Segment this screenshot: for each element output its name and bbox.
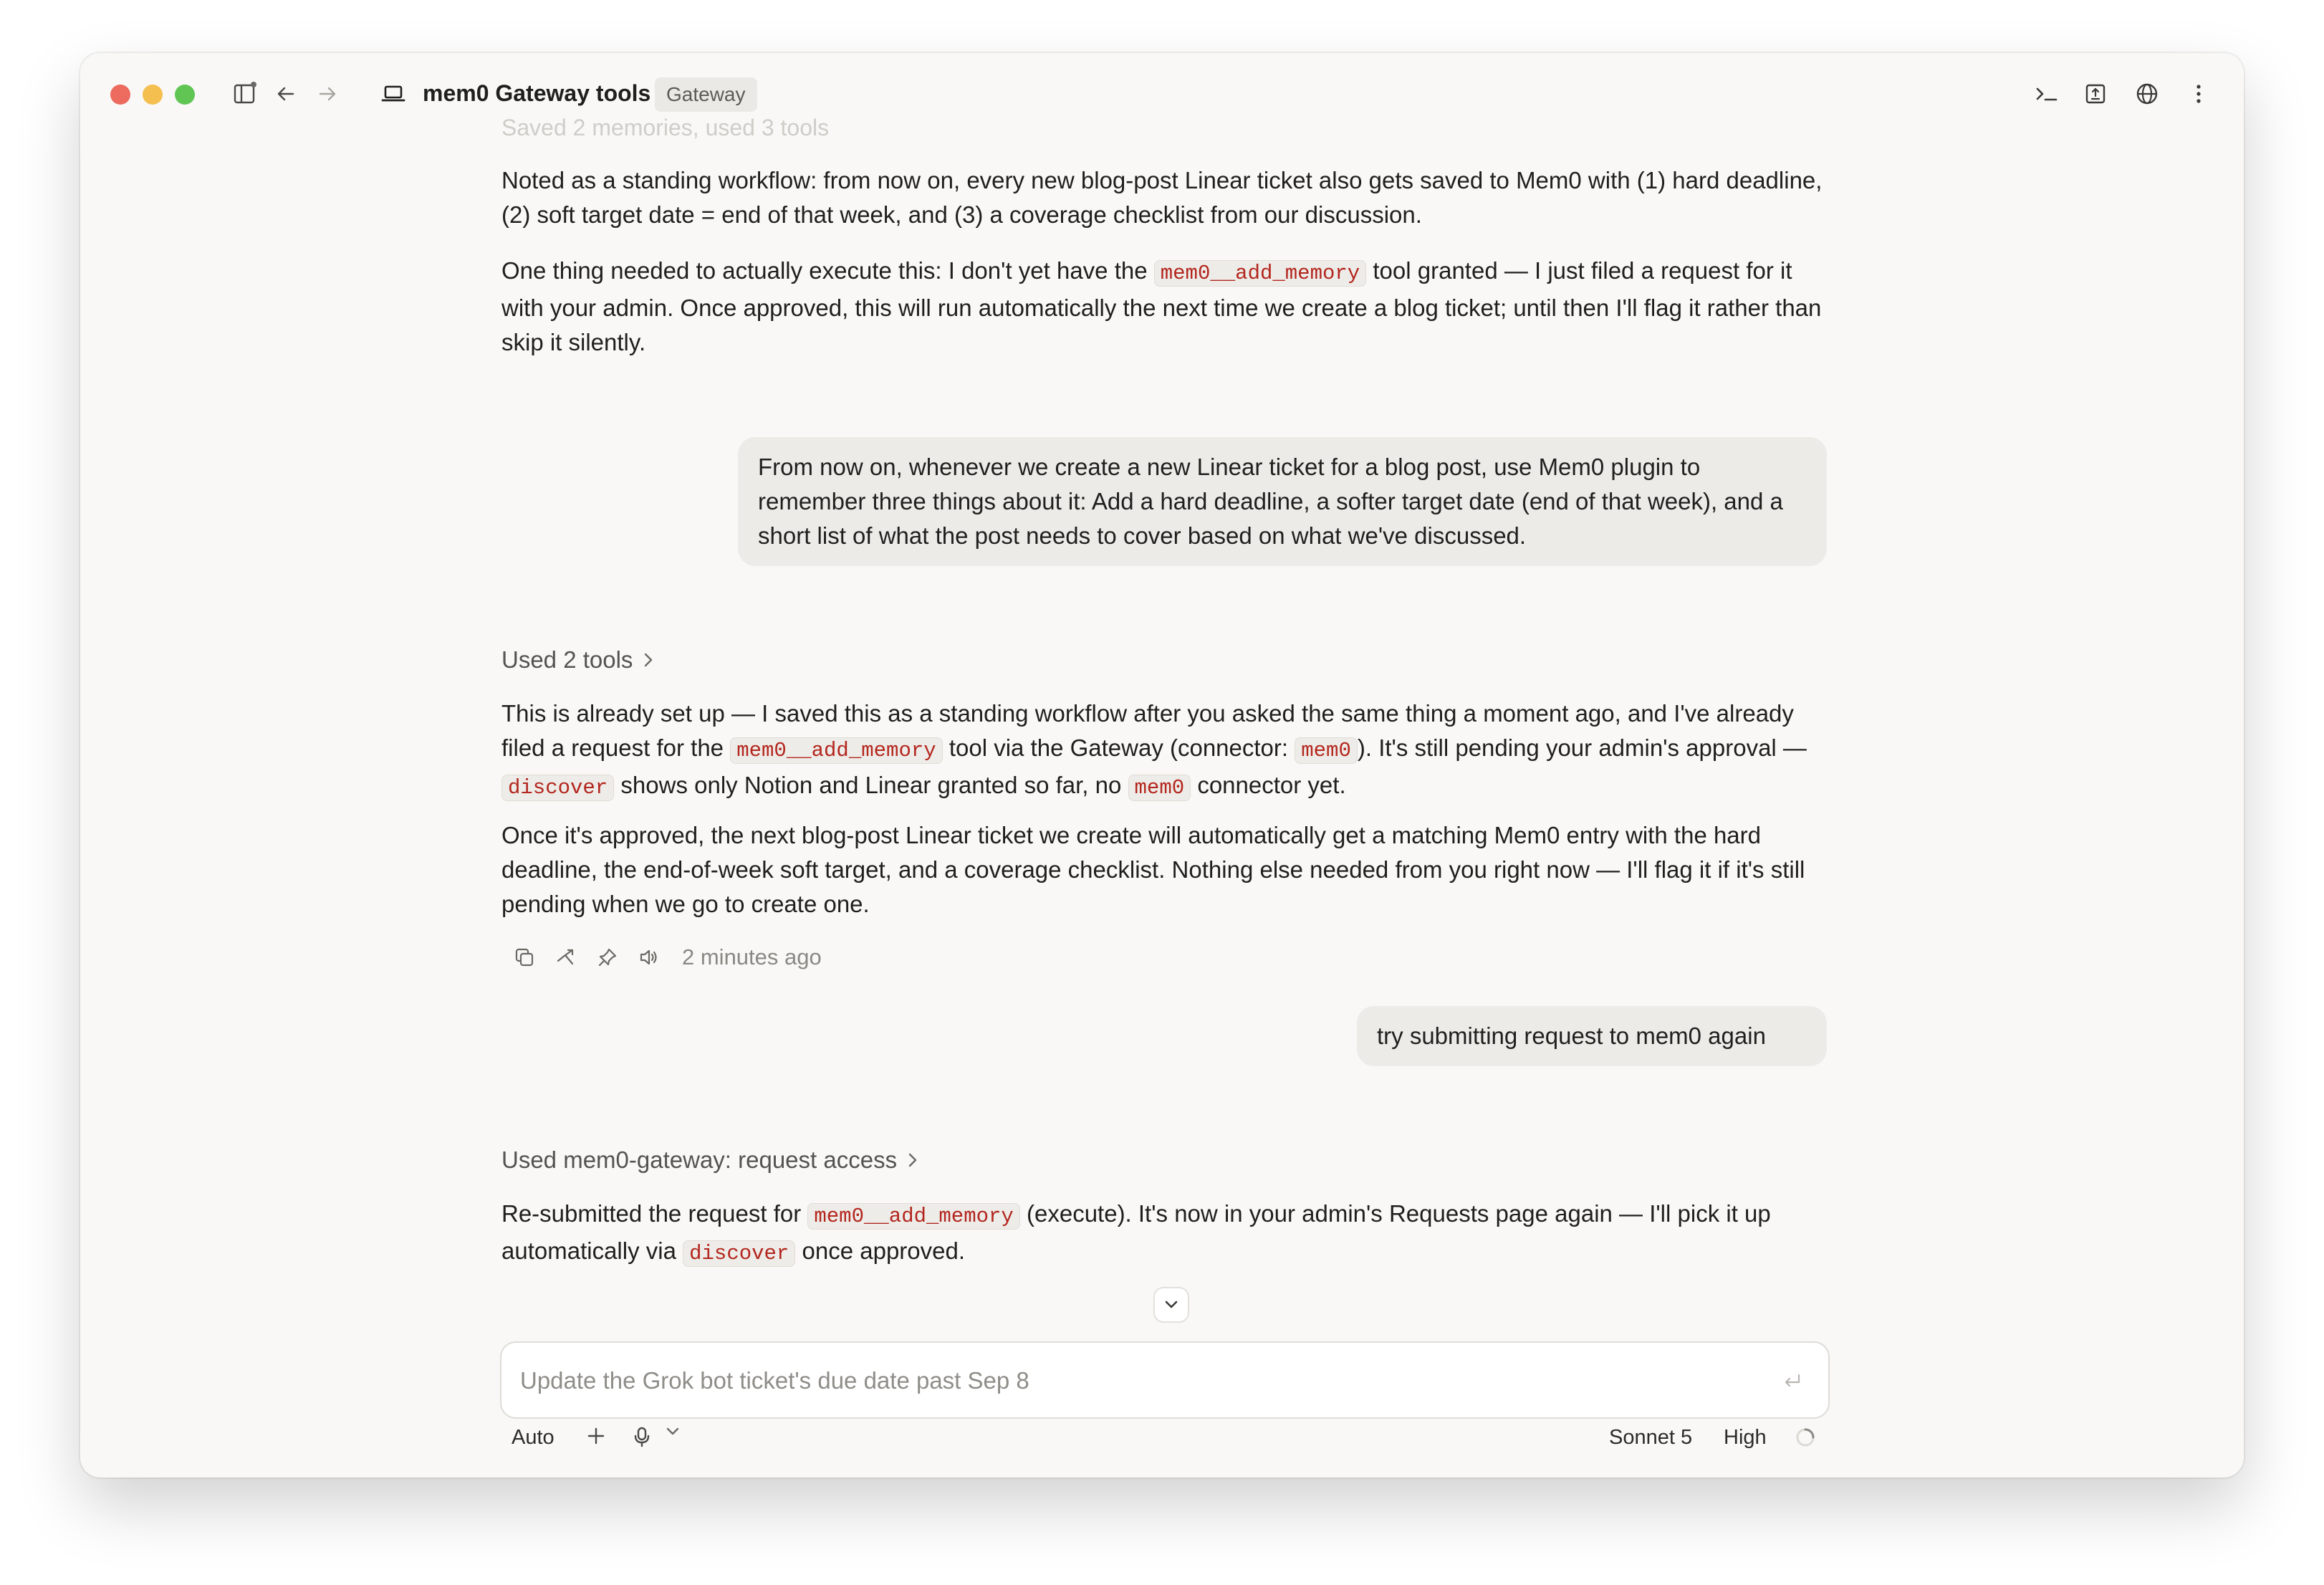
title-bar	[80, 53, 2244, 138]
mode-label: Auto	[512, 1426, 554, 1449]
share-icon[interactable]	[550, 942, 582, 973]
assistant-message-2-p1	[501, 696, 1834, 805]
message-composer	[500, 1341, 1830, 1419]
text-segment: This is already set up — I saved this as a standing workflow after you asked the same thing a moment ago, and I've already filed a request for the	[501, 700, 1794, 761]
window-title: mem0 Gateway tools	[423, 80, 651, 106]
app-window	[80, 53, 2244, 1478]
text-segment: (execute). It's now in your admin's Requests page again — I'll pick it up automatically via	[501, 1200, 1771, 1264]
sidebar-toggle-icon[interactable]	[228, 77, 261, 110]
text-segment: once approved.	[795, 1237, 966, 1264]
text-segment: One thing needed to actually execute this: I don't yet have the	[501, 257, 1154, 284]
assistant-message-1-p2	[501, 254, 1834, 360]
chevron-down-icon[interactable]	[665, 1426, 681, 1437]
chevron-right-icon	[643, 652, 654, 668]
scroll-to-bottom-button[interactable]	[1153, 1287, 1189, 1323]
chevron-right-icon	[907, 1152, 918, 1168]
tools-used-label: Used mem0-gateway: request access	[501, 1146, 898, 1173]
speaker-icon[interactable]	[633, 942, 665, 973]
laptop-icon	[377, 77, 410, 110]
inline-code: mem0__add_memory	[1154, 260, 1366, 287]
assistant-message-1-p1: Noted as a standing workflow: from now on, every new blog-post Linear ticket also gets saved to Mem0 with (1) hard deadline, (2) soft target date = end of that week, and (3) a coverage checklist from our discussion.	[501, 167, 1823, 228]
spinner-icon	[1794, 1426, 1817, 1449]
more-vertical-icon[interactable]	[2182, 77, 2215, 110]
plus-icon[interactable]	[586, 1426, 606, 1446]
copy-icon[interactable]	[509, 942, 540, 973]
model-selector[interactable]	[1609, 1426, 1692, 1450]
pin-icon[interactable]	[592, 942, 623, 973]
mode-selector[interactable]	[512, 1426, 554, 1450]
text-segment: shows only Notion and Linear granted so far, no	[614, 772, 1128, 798]
effort-label: High	[1724, 1426, 1767, 1449]
terminal-icon[interactable]	[2030, 77, 2063, 110]
close-window-button[interactable]	[110, 85, 130, 105]
effort-selector[interactable]	[1724, 1426, 1767, 1450]
message-input[interactable]	[519, 1359, 1739, 1403]
inline-code: mem0	[1128, 775, 1191, 801]
model-label: Sonnet 5	[1609, 1426, 1693, 1449]
text-segment: ). It's still pending your admin's approval —	[1357, 734, 1807, 761]
text-segment: tool via the Gateway (connector:	[942, 734, 1295, 761]
maximize-window-button[interactable]	[175, 85, 195, 105]
tools-used-label: Used 2 tools	[501, 646, 633, 673]
inline-code: discover	[501, 775, 614, 801]
chevron-down-icon	[1163, 1299, 1179, 1311]
gateway-badge: Gateway	[655, 77, 757, 112]
tools-used-toggle-2[interactable]	[501, 1146, 918, 1174]
text-segment: Re-submitted the request for	[501, 1200, 808, 1227]
text-segment: connector yet.	[1191, 772, 1346, 798]
minimize-window-button[interactable]	[143, 85, 163, 105]
user-message-1: From now on, whenever we create a new Linear ticket for a blog post, use Mem0 plugin to remember three things about it: Add a hard deadline, a softer target date (end of that week), and a short list of what the post needs to cover based on what we've discussed.	[738, 437, 1827, 566]
message-timestamp: 2 minutes ago	[682, 944, 822, 969]
inline-code: mem0__add_memory	[730, 737, 942, 764]
user-message-2: try submitting request to mem0 again	[1357, 1006, 1827, 1066]
back-arrow-icon[interactable]	[269, 77, 302, 110]
inline-code: discover	[683, 1240, 795, 1267]
enter-icon[interactable]	[1778, 1367, 1807, 1396]
inline-code: mem0__add_memory	[807, 1203, 1019, 1230]
text-segment: tool granted — I just filed a request for it with your admin. Once approved, this will run automatically the next time we create a blog ticket; until then I'll flag it rather than skip it silently.	[501, 257, 1822, 355]
tools-used-toggle-1[interactable]	[501, 646, 654, 674]
forward-arrow-icon[interactable]	[311, 77, 344, 110]
assistant-message-2-p2: Once it's approved, the next blog-post Linear ticket we create will automatically get a matching Mem0 entry with the hard deadline, the end-of-week soft target, and a coverage checklist. Nothing else needed from you right now — I'll flag it if it's still pending when we go to create one.	[501, 822, 1805, 917]
microphone-icon[interactable]	[632, 1426, 652, 1447]
assistant-message-3	[501, 1197, 1834, 1271]
message-actions	[509, 942, 822, 973]
faded-tool-summary[interactable]: Saved 2 memories, used 3 tools	[501, 115, 830, 140]
export-icon[interactable]	[2079, 77, 2112, 110]
globe-icon[interactable]	[2131, 77, 2164, 110]
inline-code: mem0	[1295, 737, 1358, 764]
